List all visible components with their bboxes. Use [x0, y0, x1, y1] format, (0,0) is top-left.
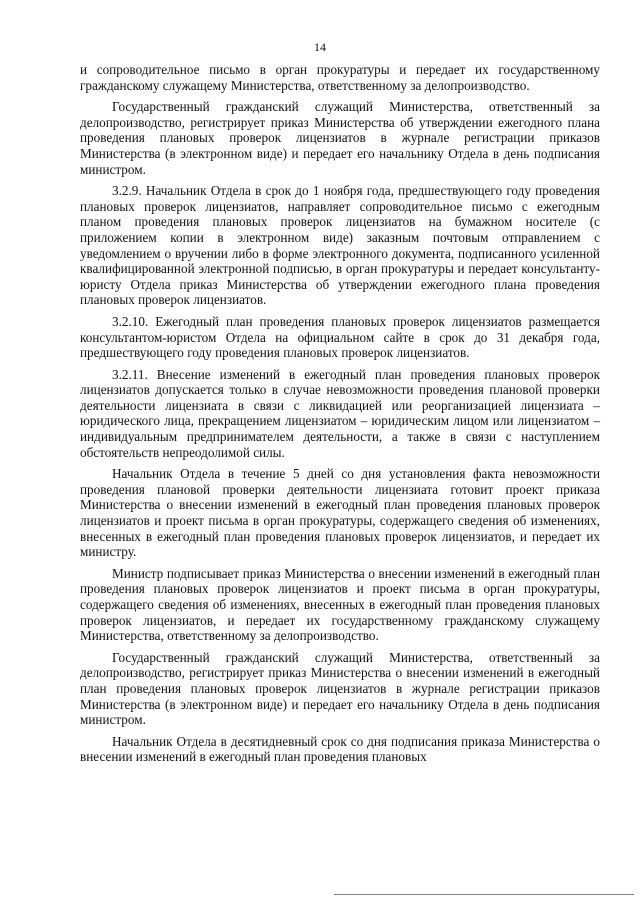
page-number: 14 — [314, 40, 326, 54]
paragraph-civil-servant: Государственный гражданский служащий Министерства, ответственный за делопроизводство, регистрирует приказ Министерства о внесении изменений в ежегодный план проведения плановых проверок лицензиатов в журнале регистрации приказов Министерства (в электронном виде) и передает его начальнику Отдела в день подписания министром. — [80, 649, 600, 728]
paragraph-3-2-11: 3.2.11. Внесение изменений в ежегодный план проведения плановых проверок лицензиатов допускается только в случае невозможности проведения плановой проверки деятельности лицензиата в связи с ликвидацией или реорганизацией лицензиата – юридического лица, прекращением лицензиатом – юридическим лицом или лицензиатом – индивидуальным предпринимателем деятельности, а также в связи с наступлением обстоятельств непреодолимой силы. — [80, 366, 600, 460]
paragraph-3-2-9: 3.2.9. Начальник Отдела в срок до 1 ноября года, предшествующего году проведения плановых проверок лицензиатов, направляет сопроводительное письмо с ежегодным планом проведения плановых проверок лицензиатов на бумажном носителе (с приложением копии в электронном виде) заказным почтовым отправлением с уведомлением о вручении либо в форме электронного документа, подписанного усиленной квалифицированной электронной подписью, в орган прокуратуры и передает консультанту-юристу Отдела приказ Министерства об утверждении ежегодного плана проведения плановых проверок лицензиатов. — [80, 183, 600, 308]
paragraph-ten-day-term: Начальник Отдела в десятидневный срок со дня подписания приказа Министерства о внесении изменений в ежегодный план проведения плановых — [80, 733, 600, 765]
paragraph-3-2-10: 3.2.10. Ежегодный план проведения плановых проверок лицензиатов размещается консультантом-юристом Отдела на официальном сайте в срок до 31 декабря года, предшествующего году проведения плановых проверок лицензиатов. — [80, 313, 600, 361]
paragraph-registration: Государственный гражданский служащий Министерства, ответственный за делопроизводство, регистрирует приказ Министерства об утверждении ежегодного плана проведения плановых проверок лицензиатов в журнале регистрации приказов Министерства (в электронном виде) и передает его начальнику Отдела в день подписания министром. — [80, 99, 600, 177]
document-body — [80, 62, 600, 771]
footer-rule — [334, 894, 634, 895]
paragraph-continuation: и сопроводительное письмо в орган прокуратуры и передает их государственному гражданскому служащему Министерства, ответственному за делопроизводство. — [80, 62, 600, 93]
paragraph-minister: Министр подписывает приказ Министерства о внесении изменений в ежегодный план проведения плановых проверок лицензиатов и проект письма в орган прокуратуры, содержащего сведения об изменениях, внесенных в ежегодный план проведения плановых проверок лицензиатов, и передает их государственному гражданскому служащему Министерства, ответственному за делопроизводство. — [80, 565, 600, 644]
paragraph-head-of-department: Начальник Отдела в течение 5 дней со дня установления факта невозможности проведения плановой проверки деятельности лицензиата готовит проект приказа Министерства о внесении изменений в ежегодный план проведения плановых проверок лицензиатов и проект письма в орган прокуратуры, содержащего сведения об изменениях, внесенных в ежегодный план проведения плановых проверок лицензиатов, и передает их министру. — [80, 466, 600, 560]
